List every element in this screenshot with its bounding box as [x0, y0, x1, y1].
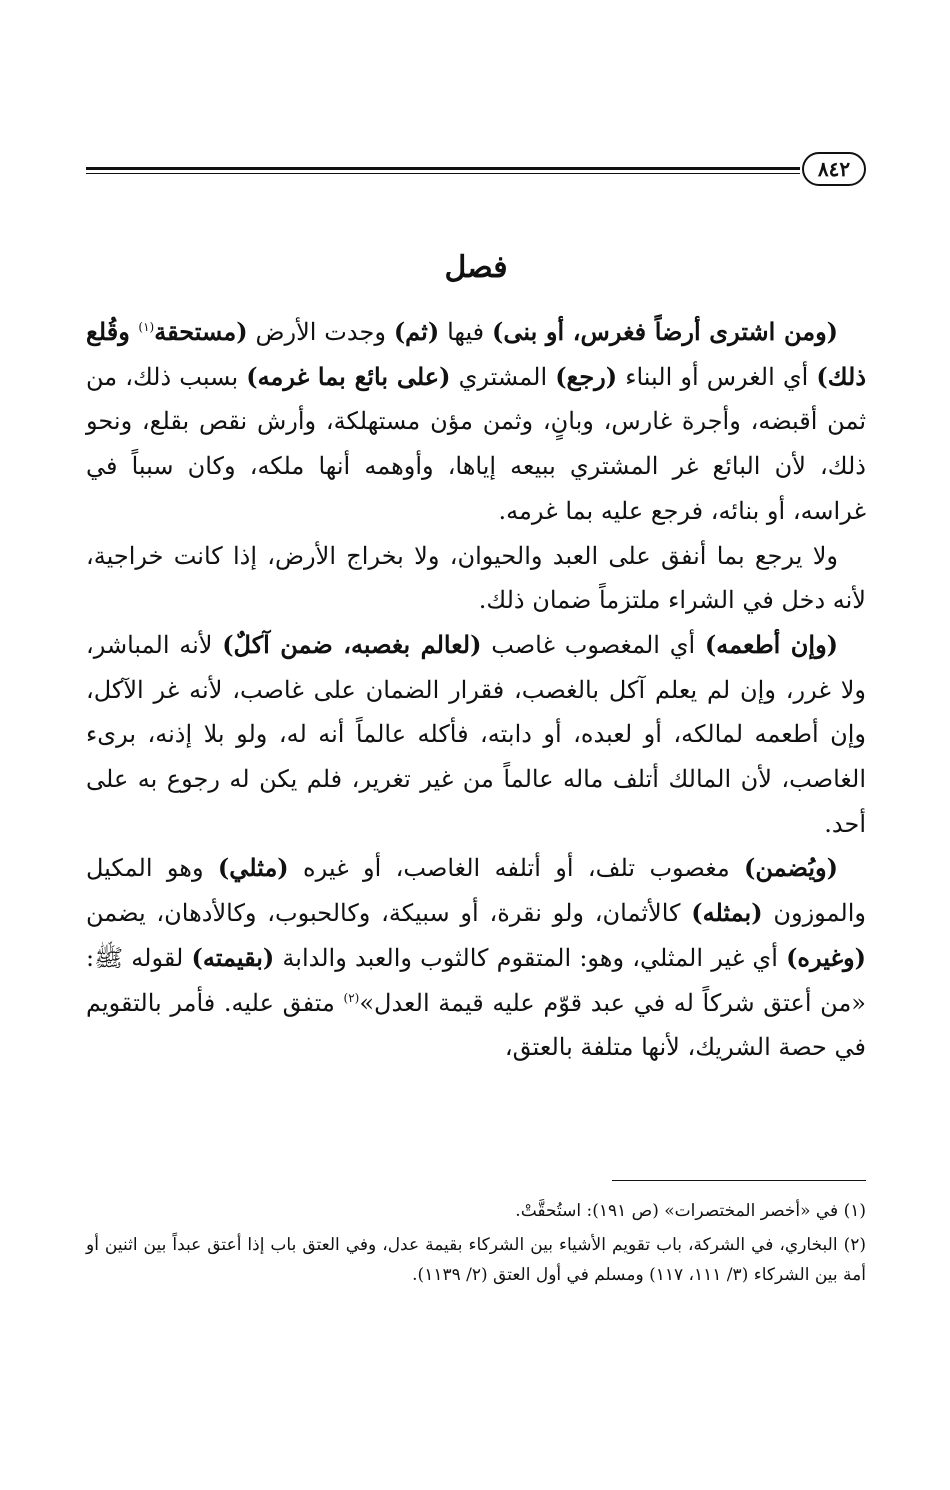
matn-text: (بمثله)	[691, 898, 763, 928]
sharh-text: وجدت الأرض	[247, 318, 394, 346]
matn-text: (مثلي)	[217, 853, 289, 883]
sharh-text: لقوله ﷺ: «من أعتق شركاً له في عبد قوّم عليه قيمة العدل»	[86, 943, 866, 1017]
body-paragraph	[86, 623, 866, 847]
matn-text: (لعالم بغصبه، ضمن آكلٌ)	[222, 629, 482, 659]
body-paragraph	[86, 310, 866, 534]
matn-text: وقُلع ذلك)	[86, 317, 867, 391]
matn-text: (ويُضمن)	[744, 853, 838, 883]
sharh-text: ولا يرجع بما أنفق على العبد والحيوان، ولا بخراج الأرض، إذا كانت خراجية، لأنه دخل في الشراء ملتزماً ضمان ذلك.	[86, 541, 866, 615]
sharh-text: المشتري	[450, 362, 556, 391]
footnotes	[86, 1196, 866, 1294]
sharh-text: بسبب ذلك، من ثمن أقبضه، وأجرة غارس، وبانٍ، وثمن مؤن مستهلكة، وأرش نقص بقلع، ونحو ذلك، لأن البائع غر المشتري ببيعه إياها، وأوهمه أنها ملكه، وكان سبباً في غراسه، أو بنائه، فرجع عليه بما غرمه.	[86, 362, 866, 525]
matn-text: (وغيره)	[786, 942, 866, 972]
sharh-text: متفق عليه. فأمر بالتقويم في حصة الشريك، لأنها متلفة بالعتق،	[86, 988, 866, 1062]
footnote-ref: (٢)	[343, 990, 360, 1005]
sharh-text: أي الغرس أو البناء	[617, 362, 817, 391]
sharh-text: كالأثمان، ولو نقرة، أو سبيكة، وكالحبوب، وكالأدهان، يضمن	[86, 899, 692, 928]
body-paragraph	[86, 846, 866, 1070]
matn-text: (مستحقة	[154, 317, 248, 346]
matn-text: (على بائع بما غرمه)	[246, 361, 451, 391]
body-paragraph	[86, 534, 866, 623]
page-number: ٨٤٢	[802, 152, 866, 186]
footnote-1: (١) في «أخصر المختصرات» (ص ١٩١): استُحقَّتْ.	[515, 1201, 866, 1221]
footnote-2: (٢) البخاري، في الشركة، باب تقويم الأشياء بين الشركاء بقيمة عدل، وفي العتق باب إذا أعتق عبداً بين اثنين أو أمة بين الشركاء (٣/ ١١١، ١١٧) ومسلم في أول العتق (٢/ ١١٣٩).	[86, 1235, 866, 1285]
footnote-rule	[612, 1180, 866, 1181]
matn-text: (ومن اشترى أرضاً فغرس، أو بنى)	[492, 317, 839, 346]
sharh-text: لأنه المباشر، ولا غرر، وإن لم يعلم آكل بالغصب، فقرار الضمان على غاصب، لأنه غر الآكل، وإن أطعمه لمالكه، أو لعبده، أو دابته، فأكله عالماً أنه له، ولو بلا إذنه، برىء الغاصب، لأن المالك أتلف ماله عالماً من غير تغرير، فلم يكن له رجوع به على أحد.	[86, 630, 866, 838]
matn-text: (بقيمته)	[191, 942, 275, 972]
footnote-ref: (١)	[138, 320, 155, 334]
matn-text: (رجع)	[555, 361, 618, 391]
matn-text: (وإن أطعمه)	[704, 629, 839, 659]
sharh-text: وهو المكيل والموزون	[86, 854, 867, 928]
sharh-text: فيها	[439, 318, 493, 346]
sharh-text: أي غير المثلي، وهو: المتقوم كالثوب والعبد والدابة	[274, 943, 787, 972]
header-rule	[86, 167, 800, 174]
page-header	[86, 152, 866, 192]
body-text	[86, 310, 866, 1070]
sharh-text: مغصوب تلف، أو أتلفه الغاصب، أو غيره	[288, 854, 745, 883]
matn-text: (ثم)	[393, 317, 440, 346]
section-title: فصل	[444, 250, 508, 285]
sharh-text: أي المغصوب غاصب	[481, 630, 705, 659]
